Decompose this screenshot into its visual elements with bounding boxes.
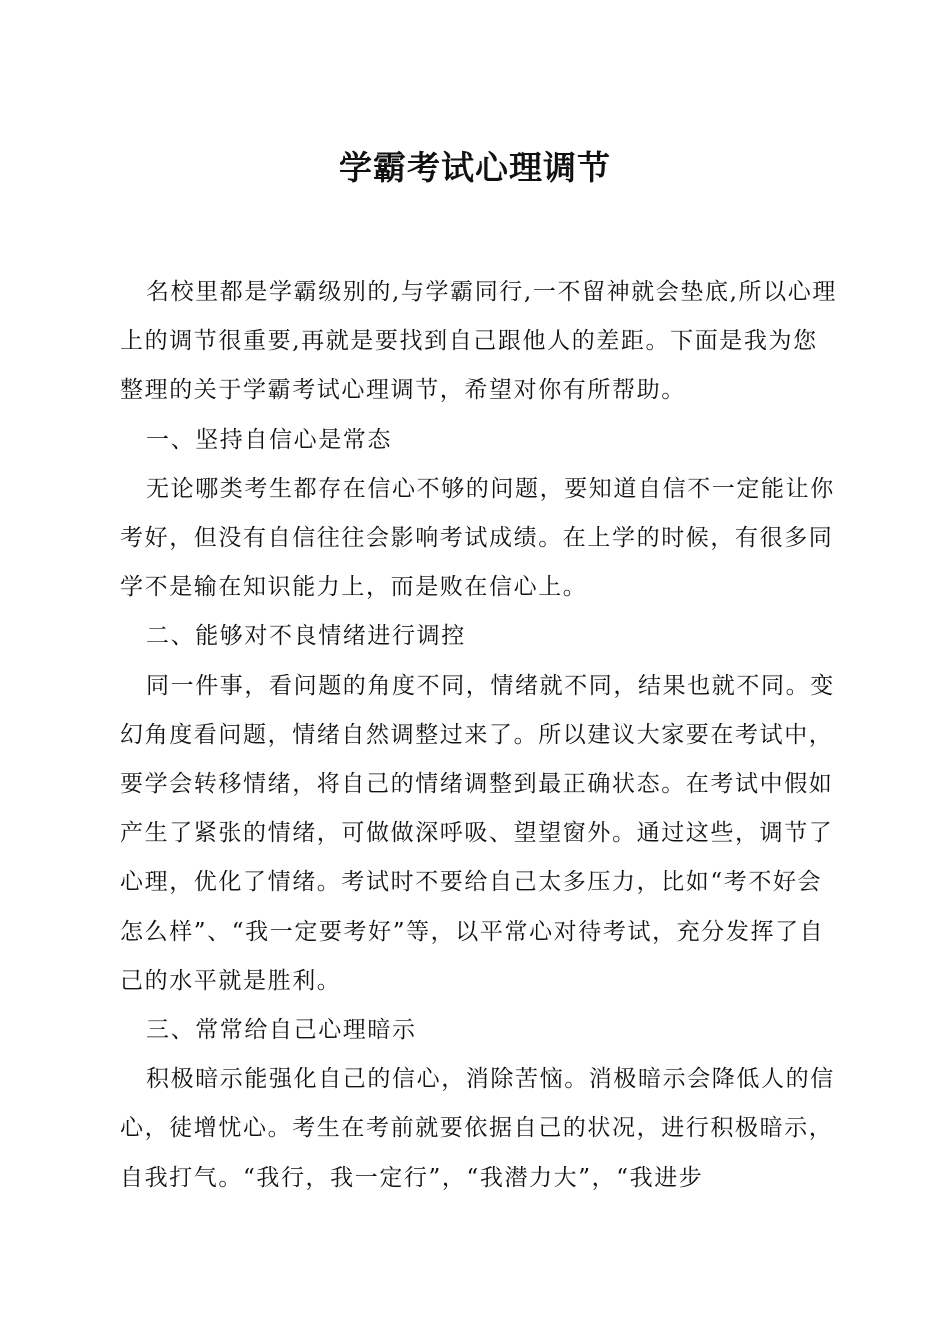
heading-section-2: 二、能够对不良情绪进行调控	[146, 623, 466, 650]
paragraph-intro: 名校里都是学霸级别的,与学霸同行,一不留神就会垫底,所以心理上的调节很重要,再就是要找到自己跟他人的差距。下面是我为您整理的关于学霸考试心理调节，希望对你有所帮助。	[120, 279, 837, 404]
paragraph-section-3: 积极暗示能强化自己的信心，消除苦恼。消极暗示会降低人的信心，徒增忧心。考生在考前就要依据自己的状况，进行积极暗示，自我打气。“我行，我一定行”，“我潜力大”，“我进步	[120, 1066, 835, 1191]
document-title: 学霸考试心理调节	[339, 148, 611, 187]
paragraph-section-1: 无论哪类考生都存在信心不够的问题，要知道自信不一定能让你考好，但没有自信往往会影响考试成绩。在上学的时候，有很多同学不是输在知识能力上，而是败在信心上。	[120, 475, 835, 601]
document-body	[120, 268, 840, 1203]
heading-section-3: 三、常常给自己心理暗示	[146, 1017, 417, 1044]
heading-section-1: 一、坚持自信心是常态	[146, 426, 392, 453]
paragraph-section-2: 同一件事，看问题的角度不同，情绪就不同，结果也就不同。变幻角度看问题，情绪自然调整过来了。所以建议大家要在考试中，要学会转移情绪，将自己的情绪调整到最正确状态。在考试中假如产生了紧张的情绪，可做做深呼吸、望望窗外。通过这些，调节了心理，优化了情绪。考试时不要给自己太多压力，比如“考不好会怎么样”、“我一定要考好”等，以平常心对待考试，充分发挥了自己的水平就是胜利。	[120, 672, 835, 994]
